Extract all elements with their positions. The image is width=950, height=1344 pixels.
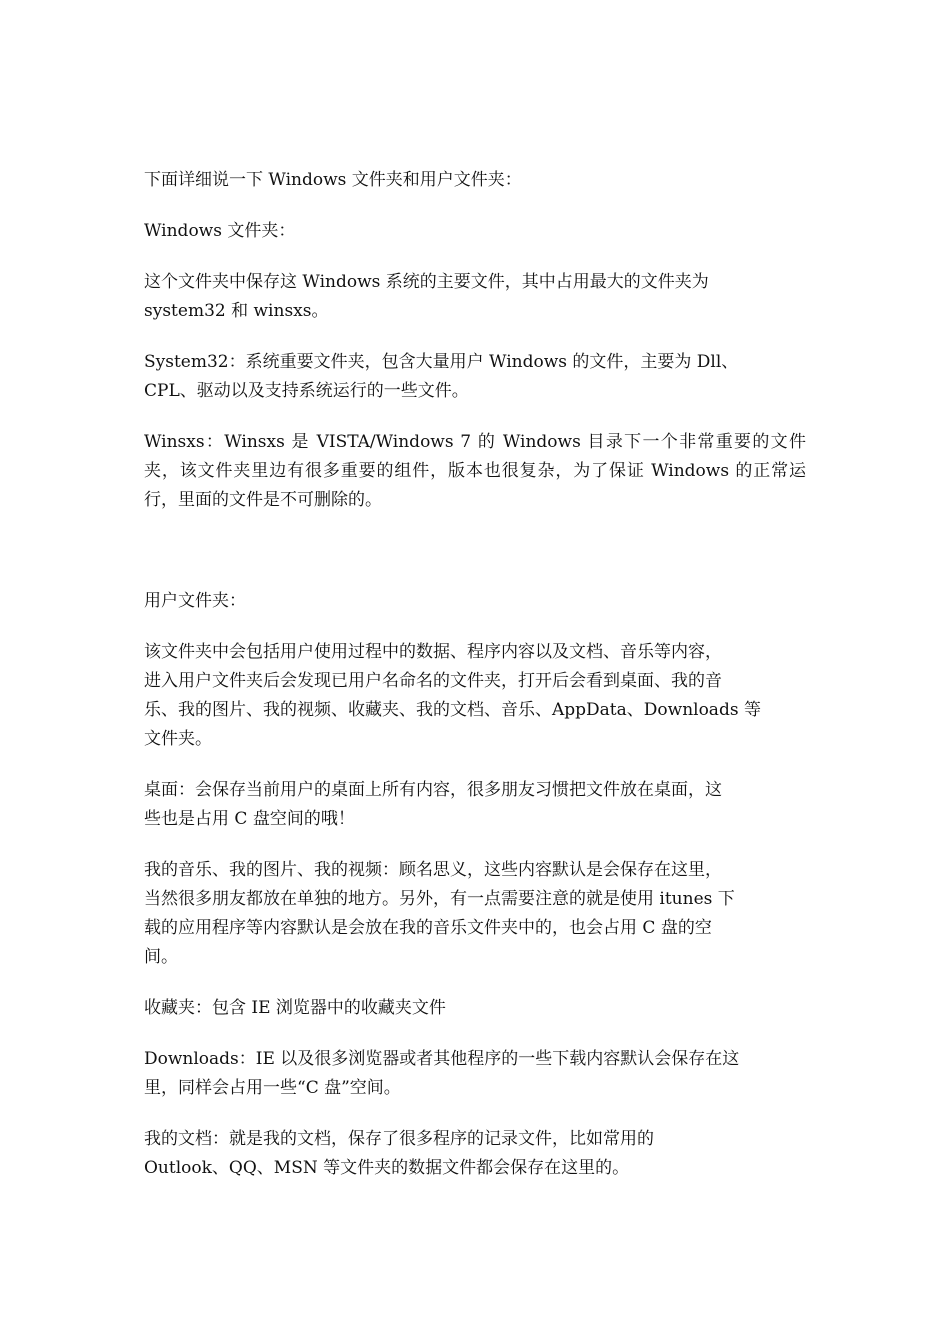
windows-folder-heading: Windows 文件夹： — [144, 221, 296, 241]
section-spacer — [144, 537, 806, 587]
windows-folder-description: 这个文件夹中保存这 Windows 系统的主要文件，其中占用最大的文件夹为 system32 和 winsxs。 — [144, 272, 709, 321]
user-folder-heading: 用户文件夹： — [144, 591, 246, 611]
favorites-paragraph: 收藏夹：包含 IE 浏览器中的收藏夹文件 — [144, 998, 446, 1018]
intro-paragraph: 下面详细说一下 Windows 文件夹和用户文件夹： — [144, 170, 522, 190]
my-documents-paragraph: 我的文档：就是我的文档，保存了很多程序的记录文件，比如常用的 Outlook、QQ、MSN 等文件夹的数据文件都会保存在这里的。 — [144, 1129, 654, 1178]
downloads-paragraph: Downloads：IE 以及很多浏览器或者其他程序的一些下载内容默认会保存在这 里，同样会占用一些“C 盘”空间。 — [144, 1049, 740, 1098]
system32-paragraph: System32：系统重要文件夹，包含大量用户 Windows 的文件，主要为 Dll、 CPL、驱动以及支持系统运行的一些文件。 — [144, 352, 739, 401]
document-body — [144, 166, 806, 1205]
media-folders-paragraph: 我的音乐、我的图片、我的视频：顾名思义，这些内容默认是会保存在这里， 当然很多朋友都放在单独的地方。另外，有一点需要注意的就是使用 itunes 下 载的应用程序等内容默认是会放在我的音乐文件夹中的，也会占用 C 盘的空 间。 — [144, 860, 735, 967]
desktop-paragraph: 桌面：会保存当前用户的桌面上所有内容，很多朋友习惯把文件放在桌面，这 些也是占用 C 盘空间的哦！ — [144, 780, 722, 829]
winsxs-paragraph: Winsxs：Winsxs 是 VISTA/Windows 7 的 Windows 目录下一个非常重要的文件夹，该文件夹里边有很多重要的组件，版本也很复杂，为了保证 Windows 的正常运行，里面的文件是不可删除的。 — [144, 432, 806, 510]
user-folder-description: 该文件夹中会包括用户使用过程中的数据、程序内容以及文档、音乐等内容， 进入用户文件夹后会发现已用户名命名的文件夹，打开后会看到桌面、我的音 乐、我的图片、我的视频、收藏夹、我的文档、音乐、AppData、Downloads 等 文件夹。 — [144, 642, 761, 749]
